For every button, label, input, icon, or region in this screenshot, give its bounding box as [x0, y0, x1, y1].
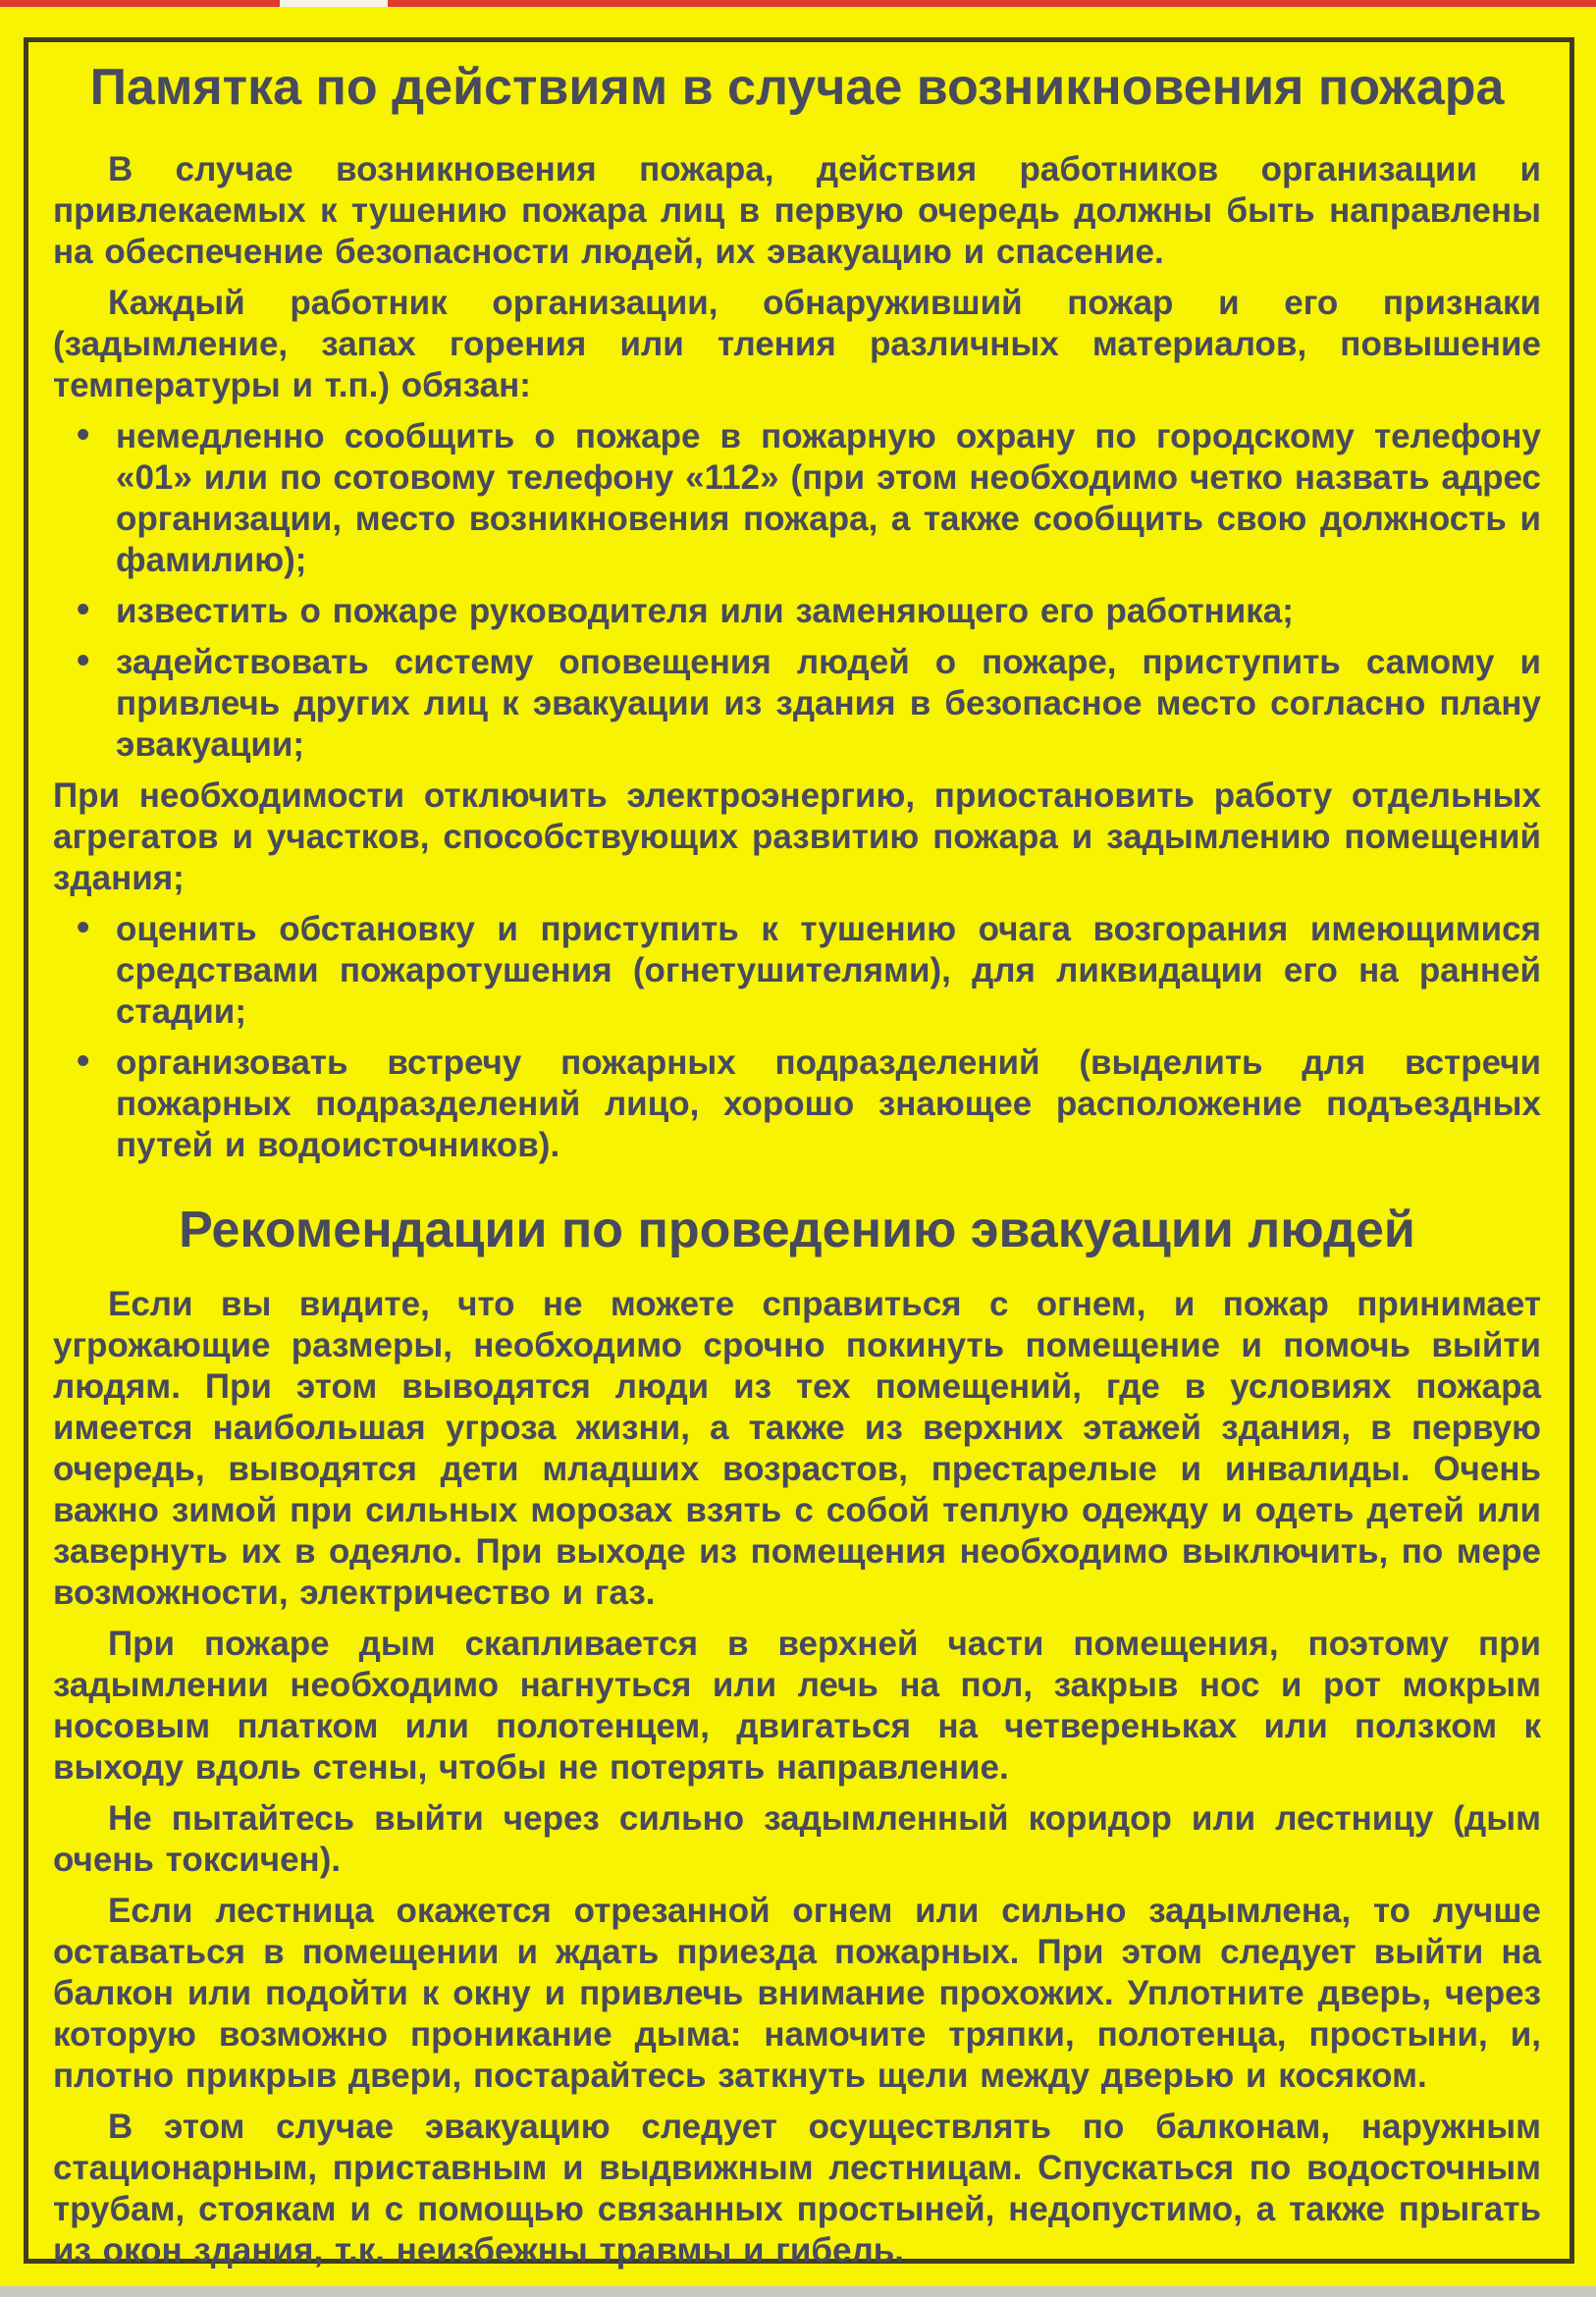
bullet-marker: •: [77, 1041, 90, 1082]
bullet-item: [53, 416, 1541, 581]
bullet-marker: •: [77, 640, 90, 681]
bullet-marker: •: [77, 589, 90, 630]
bullet-text: известить о пожаре руководителя или заменяющего его работника;: [116, 592, 1294, 630]
bullet-text: оценить обстановку и приступить к тушению очага возгорания имеющимися средствами пожаротушения (огнетушителями), для ликвидации его на ранней стадии;: [116, 910, 1541, 1031]
paragraph: Не пытайтесь выйти через сильно задымленный коридор или лестницу (дым очень токсичен).: [53, 1799, 1541, 1879]
paragraph: Каждый работник организации, обнаруживший пожар и его признаки (задымление, запах горения или тления различных материалов, повышение температуры и т.п.) обязан:: [53, 284, 1541, 404]
bullet-text: задействовать систему оповещения людей о пожаре, приступить самому и привлечь других лиц к эвакуации из здания в безопасное место согласно плану эвакуации;: [116, 643, 1541, 764]
bullet-item: [53, 1042, 1541, 1166]
bullet-text: организовать встречу пожарных подразделений (выделить для встречи пожарных подразделений лицо, хорошо знающее расположение подъездных путей и водоисточников).: [116, 1043, 1541, 1164]
paragraph: Если лестница окажется отрезанной огнем или сильно задымлена, то лучше оставаться в помещении и ждать приезда пожарных. При этом следует выйти на балкон или подойти к окну и привлечь внимание прохожих. Уплотните дверь, через которую возможно проникание дыма: намочите тряпки, полотенца, простыни, и, плотно прикрыв двери, постарайтесь заткнуть щели между дверью и косяком.: [53, 1892, 1541, 2095]
bullet-text: немедленно сообщить о пожаре в пожарную охрану по городскому телефону «01» или по сотовому телефону «112» (при этом необходимо четко назвать адрес организации, место возникновения пожара, а также сообщить свою должность и фамилию);: [116, 417, 1541, 579]
scan-edge-top: [0, 0, 1596, 7]
bullet-item: [53, 909, 1541, 1033]
bullet-marker: •: [77, 907, 90, 948]
paragraph: В случае возникновения пожара, действия работников организации и привлекаемых к тушению пожара лиц в первую очередь должны быть направлены на обеспечение безопасности людей, их эвакуацию и спасение.: [53, 150, 1541, 271]
bullet-item: [53, 591, 1541, 632]
scan-edge-bottom: [0, 2286, 1596, 2297]
page-title: Памятка по действиям в случае возникновения пожара: [89, 59, 1505, 116]
paragraph: При необходимости отключить электроэнергию, приостановить работу отдельных агрегатов и участков, способствующих развитию пожара и задымлению помещений здания;: [53, 776, 1541, 897]
bullet-marker: •: [77, 414, 90, 455]
scan-edge-gap: [280, 0, 388, 7]
memo-content: [53, 49, 1541, 2281]
bullet-item: [53, 642, 1541, 766]
paragraph: В этом случае эвакуацию следует осуществлять по балконам, наружным стационарным, приставным и выдвижным лестницам. Спускаться по водосточным трубам, стоякам и с помощью связанных простыней, недопустимо, а также прыгать из окон здания, т.к. неизбежны травмы и гибель.: [53, 2108, 1541, 2270]
paragraph: Если вы видите, что не можете справиться с огнем, и пожар принимает угрожающие размеры, необходимо срочно покинуть помещение и помочь выйти людям. При этом выводятся люди из тех помещений, где в условиях пожара имеется наибольшая угроза жизни, а также из верхних этажей здания, в первую очередь, выводятся дети младших возрастов, престарелые и инвалиды. Очень важно зимой при сильных морозах взять с собой теплую одежду и одеть детей или завернуть их в одеяло. При выходе из помещения необходимо выключить, по мере возможности, электричество и газ.: [53, 1285, 1541, 1612]
paragraph: При пожаре дым скапливается в верхней части помещения, поэтому при задымлении необходимо нагнуться или лечь на пол, закрыв нос и рот мокрым носовым платком или полотенцем, двигаться на четвереньках или ползком к выходу вдоль стены, чтобы не потерять направление.: [53, 1625, 1541, 1787]
section-heading: Рекомендации по проведению эвакуации людей: [179, 1202, 1415, 1258]
